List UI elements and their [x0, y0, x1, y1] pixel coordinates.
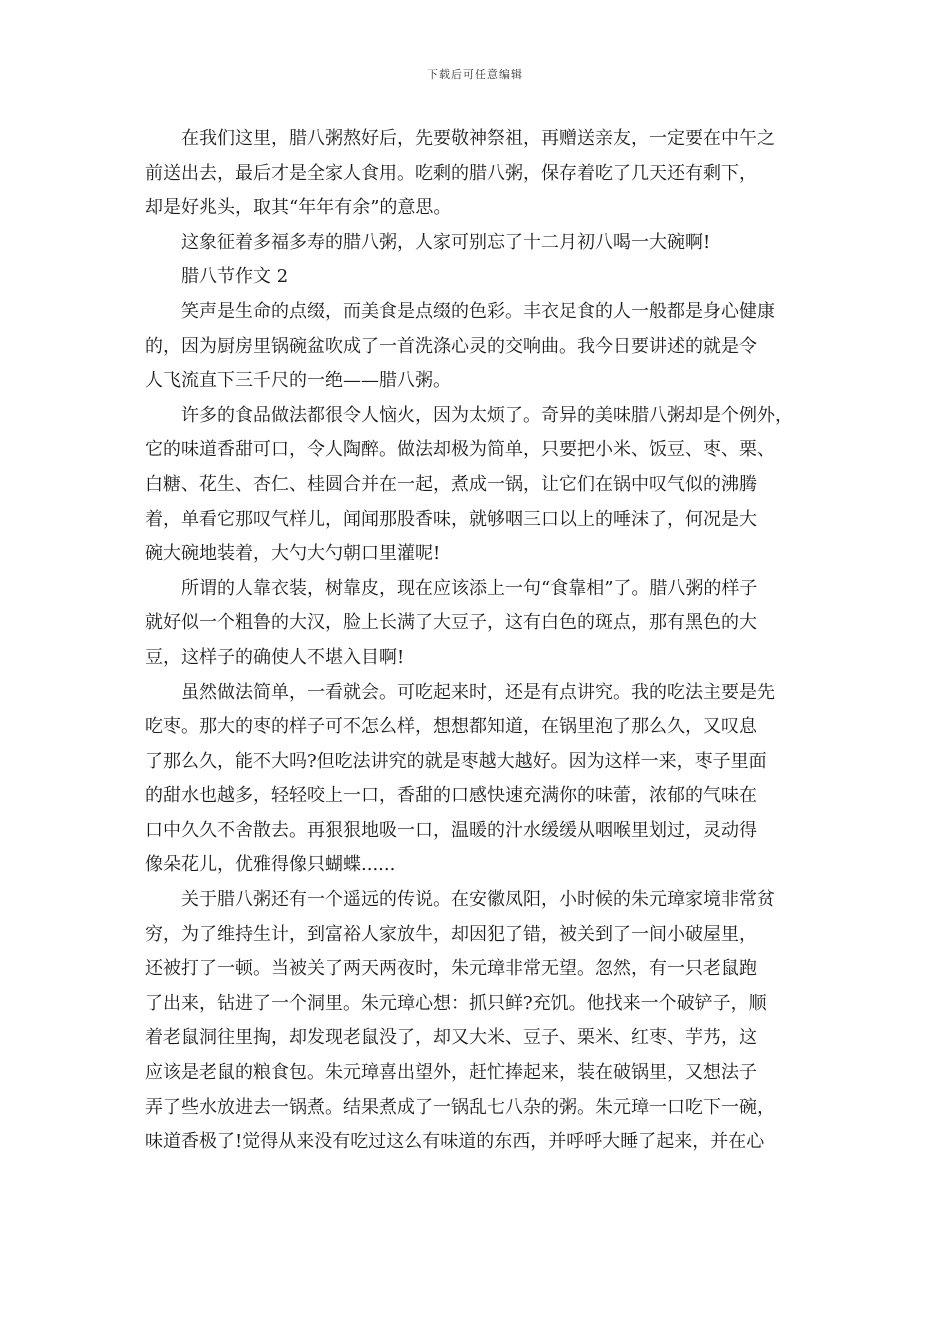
section-heading: [145, 260, 810, 295]
page-header: 下载后可任意编辑: [427, 68, 523, 81]
paragraph: [145, 572, 810, 676]
text-line: 笑声是生命的点缀，而美食是点缀的色彩。丰衣足食的人一般都是身心健康: [181, 300, 775, 322]
text-line: 了那么久，能不大吗?但吃法讲究的就是枣越大越好。因为这样一来，枣子里面: [145, 750, 767, 772]
text-line: 在我们这里，腊八粥熬好后，先要敬神祭祖，再赠送亲友，一定要在中午之: [181, 128, 775, 149]
text-line: 白糖、花生、杏仁、桂圆合并在一起，煮成一锅，让它们在锅中叹气似的沸腾: [145, 473, 757, 495]
text-line: 碗大碗地装着，大勺大勺朝口里灌呢!: [145, 543, 441, 565]
text-line: 人飞流直下三千尺的一绝——腊八粥。: [145, 370, 451, 392]
paragraph: [145, 676, 810, 884]
paragraph: [145, 295, 810, 399]
paragraph: [145, 883, 810, 1160]
text-line: 豆，这样子的确使人不堪入目啊!: [145, 646, 405, 668]
text-line: 的，因为厨房里锅碗盆吹成了一首洗涤心灵的交响曲。我今日要讲述的就是令: [145, 335, 757, 357]
text-line: 所谓的人靠衣装，树靠皮，现在应该添上一句“食靠相”了。腊八粥的样子: [181, 577, 758, 599]
text-line: 腊八节作文 2: [181, 266, 289, 288]
text-line: 弄了些水放进去一锅煮。结果煮成了一锅乱七八杂的粥。朱元璋一口吃下一碗，: [145, 1096, 775, 1118]
text-line: 穷，为了维持生计，到富裕人家放牛，却因犯了错，被关到了一间小破屋里，: [145, 923, 757, 945]
text-line: 许多的食品做法都很令人恼火，因为太烦了。奇异的美味腊八粥却是个例外，: [181, 404, 793, 426]
paragraph: [145, 226, 810, 261]
document-body: [145, 122, 810, 1160]
text-line: 就好似一个粗鲁的大汉，脸上长满了大豆子，这有白色的斑点，那有黑色的大: [145, 612, 757, 634]
text-line: 这象征着多福多寿的腊八粥，人家可别忘了十二月初八喝一大碗啊!: [181, 231, 711, 253]
text-line: 前送出去，最后才是全家人食用。吃剩的腊八粥，保存着吃了几天还有剩下，: [145, 162, 757, 184]
text-line: 口中久久不舍散去。再狠狠地吸一口，温暖的汁水缓缓从咽喉里划过，灵动得: [145, 819, 757, 841]
paragraph: [145, 399, 810, 572]
paragraph: [145, 122, 810, 226]
text-line: 的甜水也越多，轻轻咬上一口，香甜的口感快速充满你的味蕾，浓郁的气味在: [145, 785, 757, 807]
text-line: 关于腊八粥还有一个遥远的传说。在安徽凤阳，小时候的朱元璋家境非常贫: [181, 889, 775, 911]
text-line: 还被打了一顿。当被关了两天两夜时，朱元璋非常无望。忽然，有一只老鼠跑: [145, 958, 757, 980]
text-line: 虽然做法简单，一看就会。可吃起来时，还是有点讲究。我的吃法主要是先: [181, 681, 775, 703]
text-line: 味道香极了!觉得从来没有吃过这么有味道的东西，并呼呼大睡了起来，并在心: [145, 1131, 765, 1153]
text-line: 应该是老鼠的粮食包。朱元璋喜出望外，赶忙捧起来，装在破锅里，又想法子: [145, 1062, 757, 1084]
text-line: 了出来，钻进了一个洞里。朱元璋心想：抓只鲜?充饥。他找来一个破铲子，顺: [145, 992, 767, 1014]
text-line: 却是好兆头，取其“年年有余”的意思。: [145, 197, 452, 219]
text-line: 它的味道香甜可口，令人陶醉。做法却极为简单，只要把小米、饭豆、枣、栗、: [145, 439, 775, 461]
text-line: 着，单看它那叹气样儿，闻闻那股香味，就够咽三口以上的唾沫了，何况是大: [145, 508, 757, 530]
text-line: 着老鼠洞往里掏，却发现老鼠没了，却又大米、豆子、栗米、红枣、芋艿，这: [145, 1027, 757, 1049]
text-line: 吃枣。那大的枣的样子可不怎么样，想想都知道，在锅里泡了那么久，又叹息: [145, 716, 757, 738]
text-line: 像朵花儿，优雅得像只蝴蝶......: [145, 854, 396, 876]
